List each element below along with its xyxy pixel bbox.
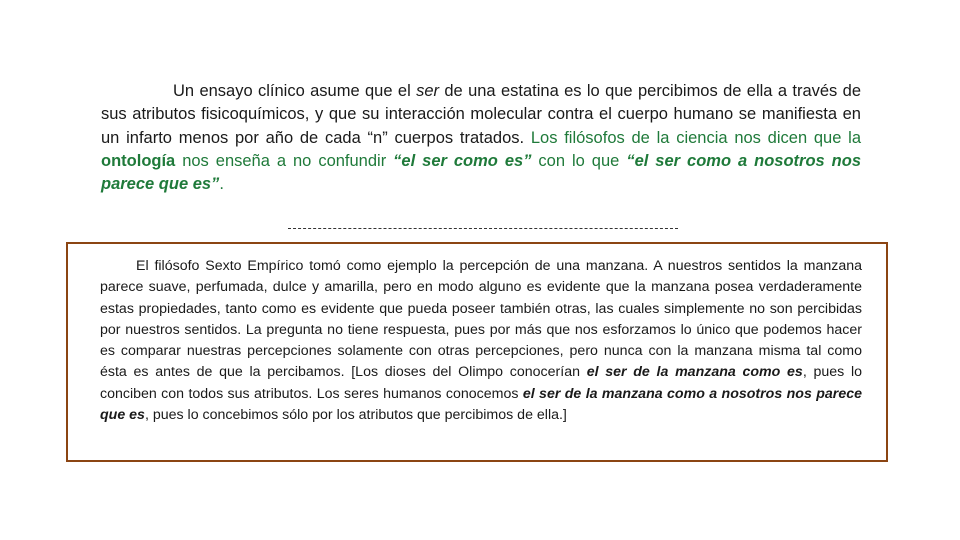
para1-ontologia-bold: ontología bbox=[101, 151, 176, 170]
para1-text-c: de una estatina es lo que percibimos de ella a través de sus atributos fisicoquímicos, y que su interacción molecular contra el cuerpo humano se manifiesta en un infarto menos por año de cada “n” cuerpos tratados. bbox=[101, 82, 862, 147]
quote-paragraph bbox=[100, 256, 862, 426]
para1-green-text-c: nos enseña a no confundir bbox=[175, 151, 394, 170]
dashed-divider bbox=[288, 228, 678, 229]
para1-green-text-e: con lo que bbox=[531, 151, 627, 170]
para1-el-ser-como-es: “el ser como es” bbox=[393, 151, 532, 170]
para1-text-a: Un ensayo clínico asume que el bbox=[173, 82, 417, 100]
intro-paragraph bbox=[101, 80, 861, 196]
para2-bold-italic-2: el ser de la manzana como a nosotros nos parece que es bbox=[100, 385, 862, 424]
para1-ser-italic: ser bbox=[416, 82, 440, 100]
para1-el-ser-como-parece: “el ser como a nosotros nos parece que es” bbox=[101, 151, 862, 194]
para2-text-5: , pues lo concebimos sólo por los atributos que percibimos de ella.] bbox=[144, 407, 567, 424]
para2-bold-italic-1: el ser de la manzana como es bbox=[586, 364, 803, 381]
para2-text-1: El filósofo Sexto Empírico tomó como ejemplo la percepción de una manzana. A nuestros sentidos la manzana parece suave, perfumada, dulce y amarilla, pero en modo alguno es evidente que la manzana posea verdaderamente estas propiedades, tanto como es evidente que pueda poseer también otras, las cuales simplemente no son percibidas por nuestros sentidos. La pregunta no tiene respuesta, pues por más que nos esforzamos lo único que podemos hacer es comparar nuestras percepciones solamente con otras percepciones, pero nunca con la manzana misma tal como ésta es antes de que la percibamos. [Los dioses del Olimpo conocerían bbox=[100, 258, 862, 381]
para1-period: . bbox=[219, 175, 224, 194]
para1-green-text-a: Los filósofos de la ciencia nos dicen que la bbox=[524, 128, 862, 147]
para2-text-3: , pues lo conciben con todos sus atributos. Los seres humanos conocemos bbox=[100, 364, 862, 402]
